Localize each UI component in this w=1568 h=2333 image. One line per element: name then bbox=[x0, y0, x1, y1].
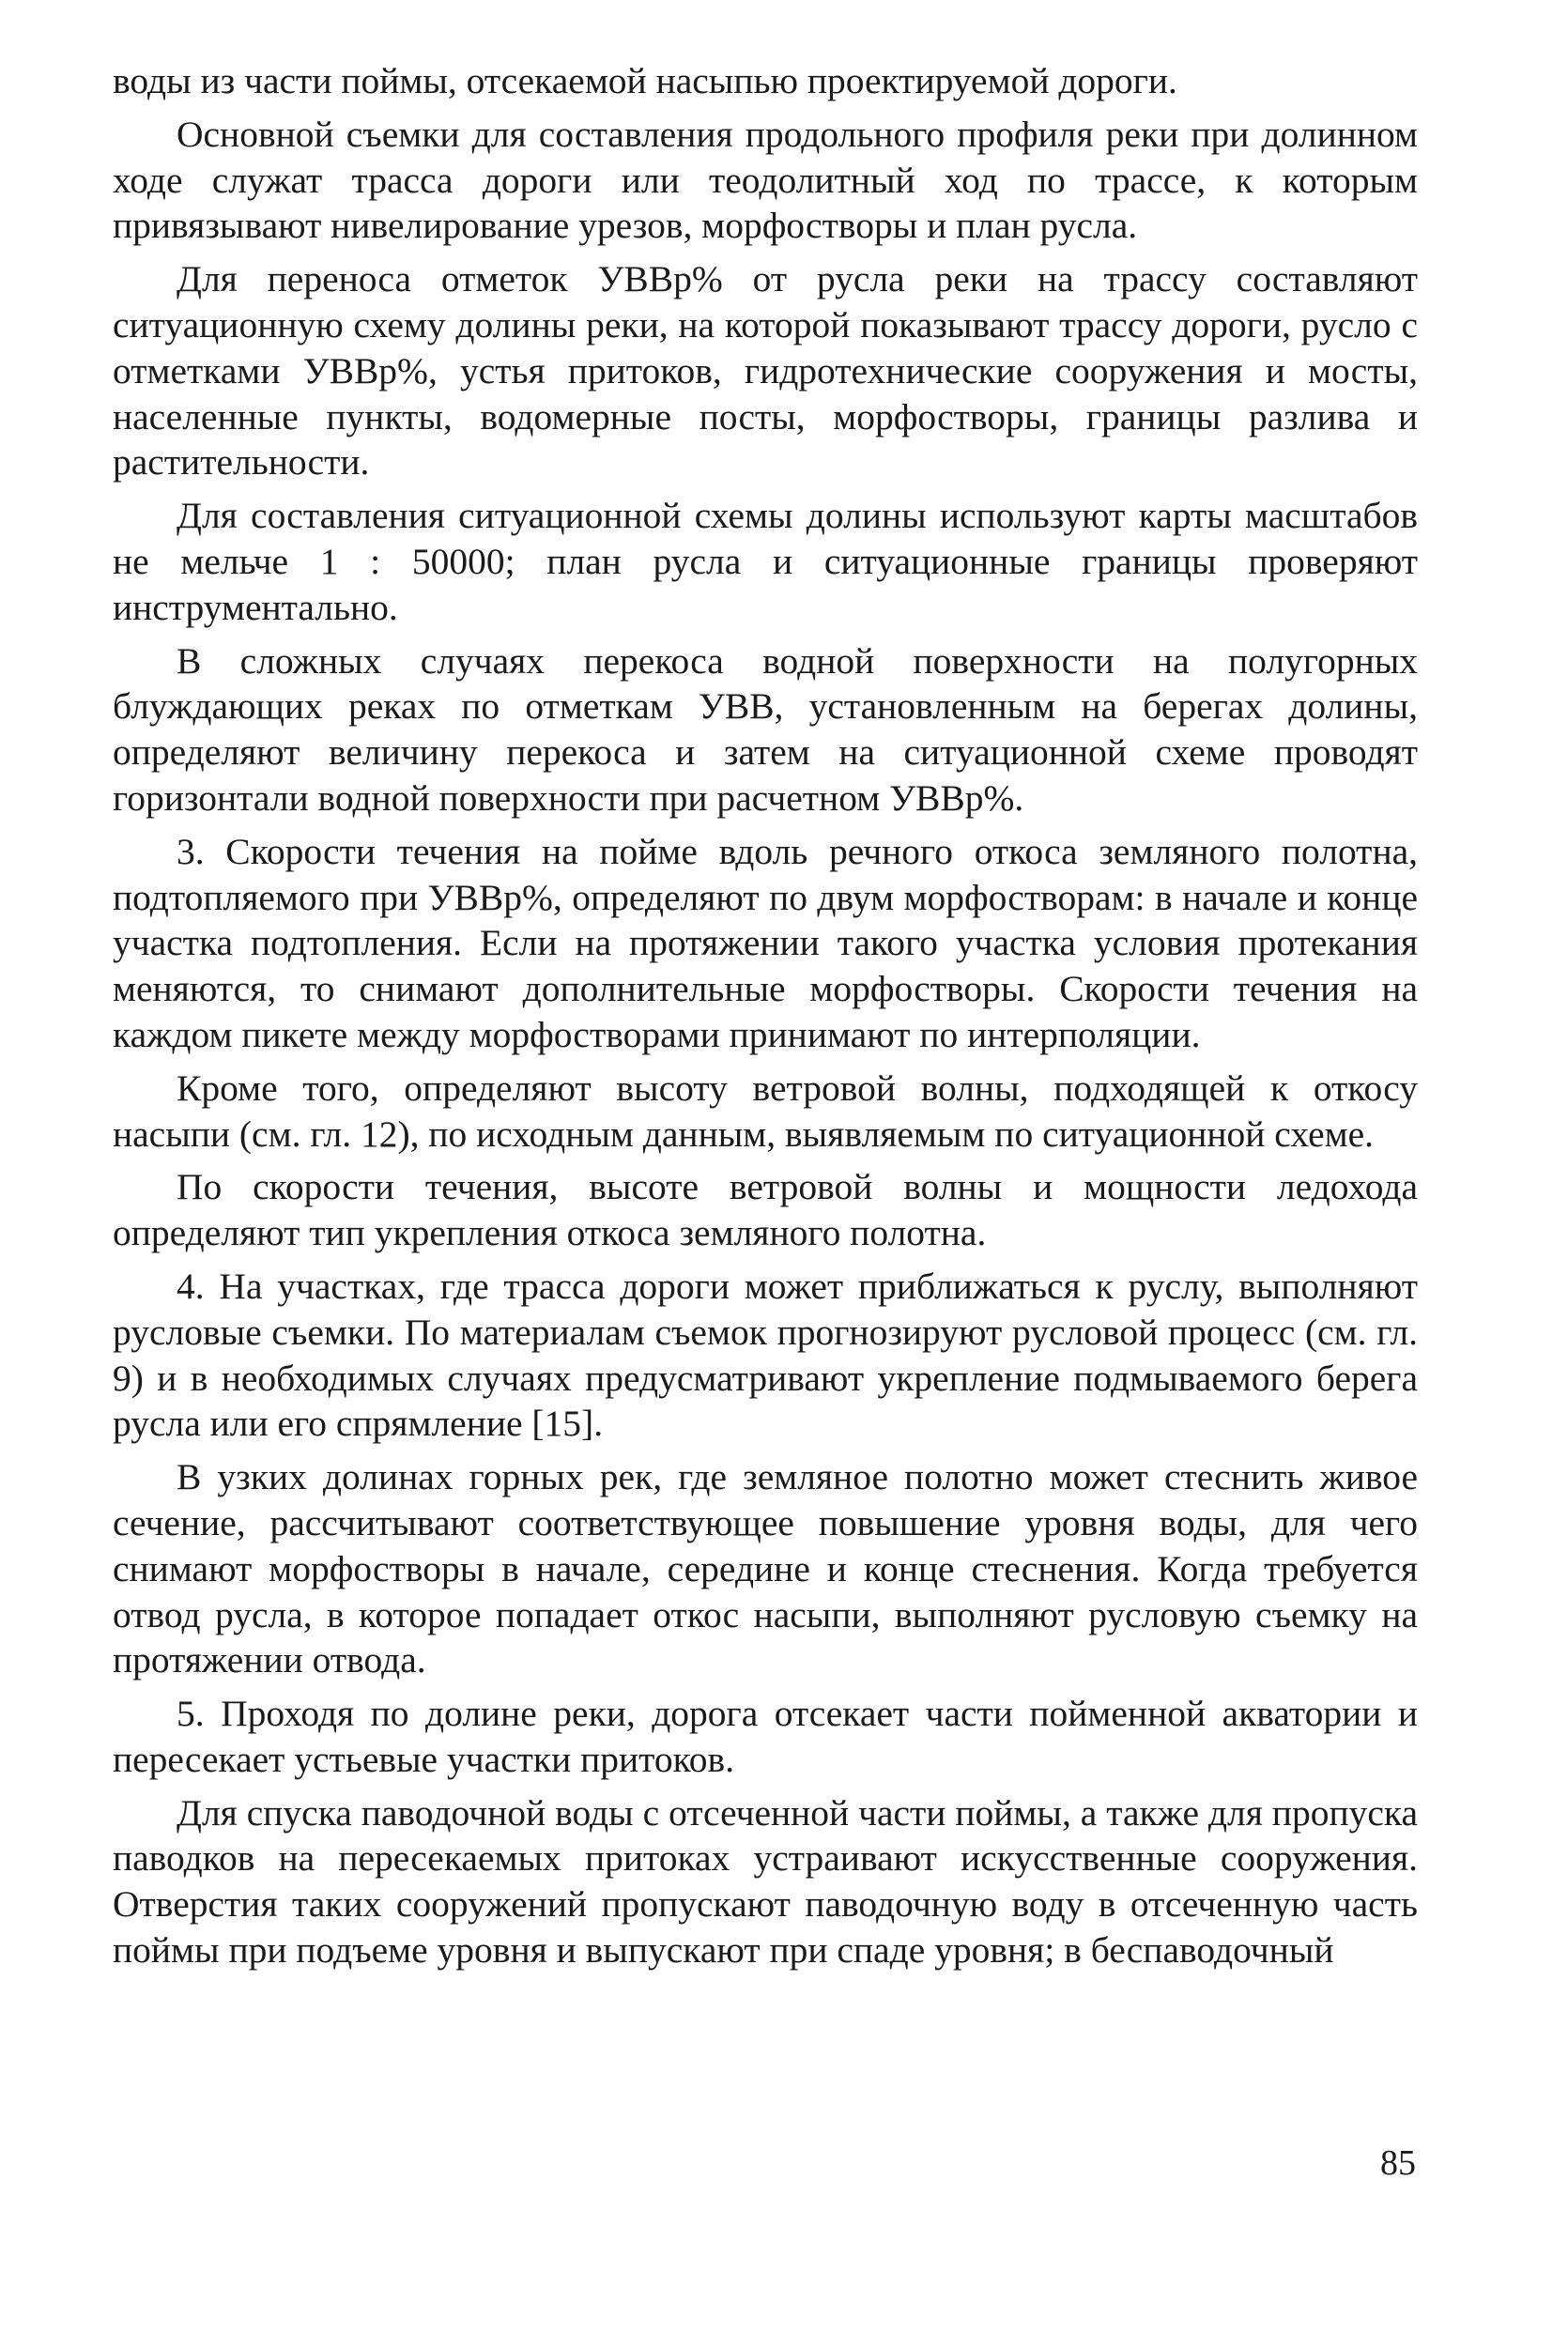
page-number: 85 bbox=[1380, 2143, 1416, 2183]
paragraph-3: Для переноса отметок УВВp% от русла реки на трассу составляют ситуационную схему долины реки, на которой показывают трассу дороги, русло с отметками УВВp%, устья притоков, гидротехнические сооружения и мосты, населенные пункты, водомерные посты, морфостворы, границы разлива и растительности. bbox=[113, 258, 1418, 483]
paragraph-11: 5. Проходя по долине реки, дорога отсекает части пойменной акватории и пересекает устьевые участки притоков. bbox=[113, 1693, 1418, 1780]
paragraph-7: Кроме того, определяют высоту ветровой волны, подходящей к откосу насыпи (см. гл. 12), по исходным данным, выявляемым по ситуационной схеме. bbox=[113, 1067, 1418, 1155]
page-body bbox=[113, 58, 1418, 1981]
paragraph-12: Для спуска паводочной воды с отсеченной части поймы, а также для пропуска паводков на пересекаемых притоках устраивают искусственные сооружения. Отверстия таких сооружений пропускают паводочную воду в отсеченную часть поймы при подъеме уровня и выпускают при спаде уровня; в беспаводочный bbox=[113, 1791, 1418, 1972]
paragraph-8: По скорости течения, высоте ветровой волны и мощности ледохода определяют тип укрепления откоса земляного полотна. bbox=[113, 1166, 1418, 1254]
paragraph-9: 4. На участках, где трасса дороги может приближаться к руслу, выполняют русловые съемки. По материалам съемок прогнозируют русловой процесс (см. гл. 9) и в необходимых случаях предусматривают укрепление подмываемого берега русла или его спрямление [15]. bbox=[113, 1265, 1418, 1445]
paragraph-2: Основной съемки для составления продольного профиля реки при долинном ходе служат трасса дороги или теодолитный ход по трассе, к которым привязывают нивелирование урезов, морфостворы и план русла. bbox=[113, 113, 1418, 247]
paragraph-10: В узких долинах горных рек, где земляное полотно может стеснить живое сечение, рассчитывают соответствующее повышение уровня воды, для чего снимают морфостворы в начале, середине и конце стеснения. Когда требуется отвод русла, в которое попадает откос насыпи, выполняют русловую съемку на протяжении отвода. bbox=[113, 1456, 1418, 1681]
paragraph-5: В сложных случаях перекоса водной поверхности на полугорных блуждающих реках по отметкам УВВ, установленным на берегах долины, определяют величину перекоса и затем на ситуационной схеме проводят горизонтали водной поверхности при расчетном УВВp%. bbox=[113, 639, 1418, 819]
paragraph-4: Для составления ситуационной схемы долины используют карты масштабов не мельче 1 : 50000; план русла и ситуационные границы проверяют инструментально. bbox=[113, 495, 1418, 628]
paragraph-6: 3. Скорости течения на пойме вдоль речного откоса земляного полотна, подтопляемого при УВВp%, определяют по двум морфостворам: в начале и конце участка подтопления. Если на протяжении такого участка условия протекания меняются, то снимают дополнительные морфостворы. Скорости течения на каждом пикете между морфостворами принимают по интерполяции. bbox=[113, 830, 1418, 1055]
paragraph-1: воды из части поймы, отсекаемой насыпью проектируемой дороги. bbox=[113, 60, 1177, 101]
